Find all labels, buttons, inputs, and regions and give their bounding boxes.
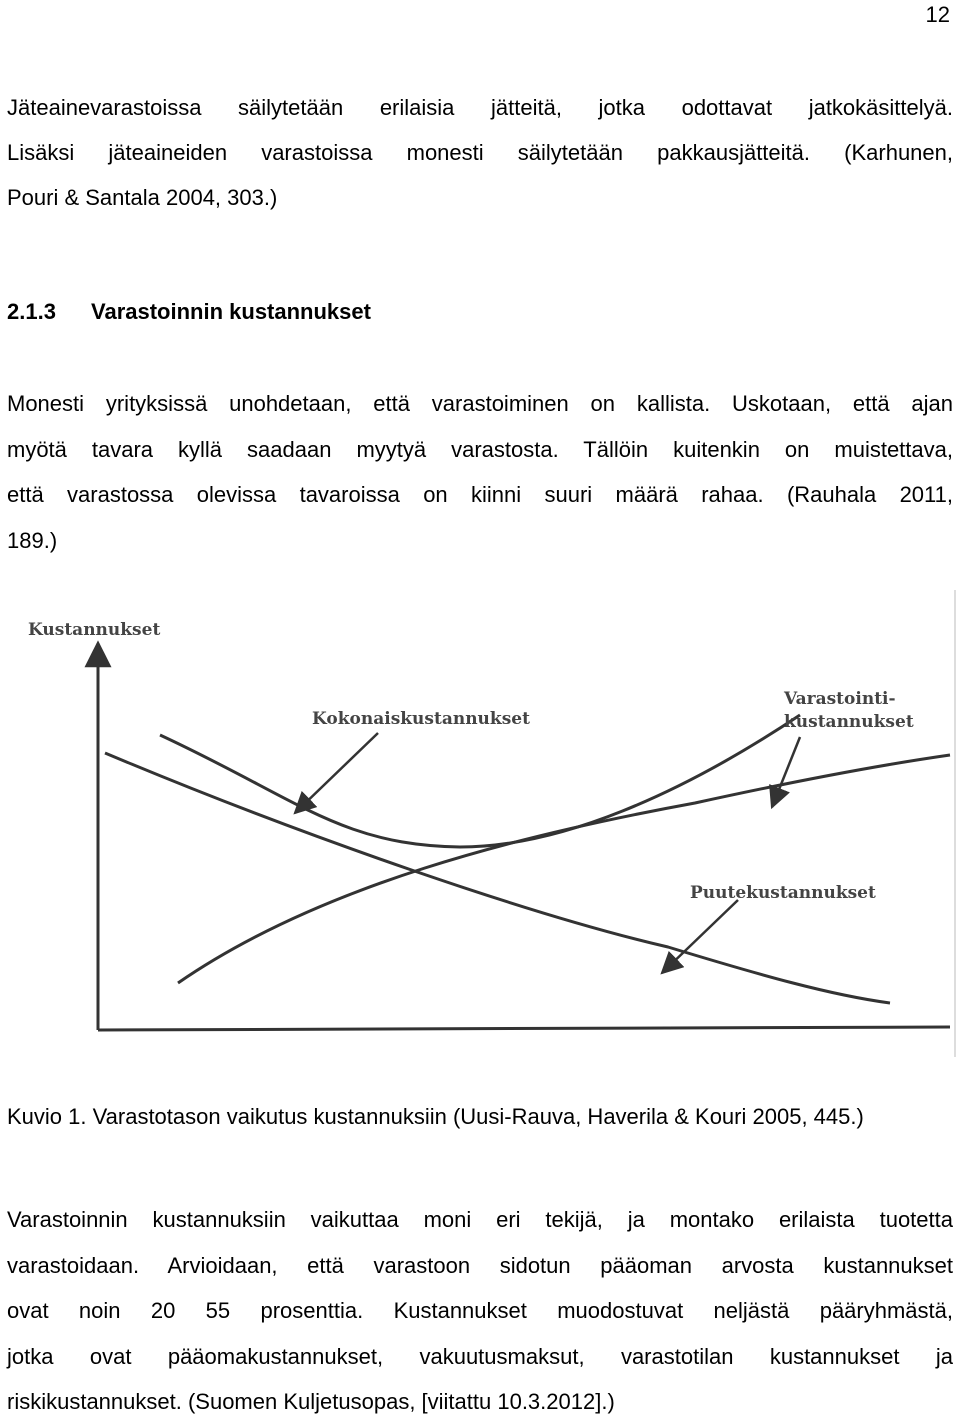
section-number: 2.1.3 [7,299,56,324]
paragraph-line: Monesti yrityksissä unohdetaan, että varastoiminen on kallista. Uskotaan, että ajan [7,391,953,416]
paragraph-storage-costs-intro [7,381,953,563]
section-heading [7,299,371,325]
shortage-cost-arrow [662,900,738,973]
cost-curve-diagram [0,585,960,1065]
cost-curve-figure [0,585,960,1065]
paragraph-line: Jäteainevarastoissa säilytetään erilaisia jätteitä, jotka odottavat jatkokäsittelyä. [7,95,953,120]
total-cost-arrow [295,733,378,813]
storage-cost-arrow [772,737,800,807]
paragraph-line: jotka ovat pääomakustannukset, vakuutusmaksut, varastotilan kustannukset ja [7,1343,953,1369]
paragraph-cost-factors [7,1197,953,1425]
paragraph-line: varastoidaan. Arvioidaan, että varastoon sidotun pääoman arvosta kustannukset [7,1252,953,1278]
paragraph-line: myötä tavara kyllä saadaan myytyä varastosta. Tällöin kuitenkin on muistettava, [7,436,953,462]
shortage-cost-curve [105,753,890,1003]
page-number: 12 [925,2,950,27]
paragraph-line: että varastossa olevissa tavaroissa on kiinni suuri määrä rahaa. (Rauhala 2011, [7,482,953,507]
figure-caption: Kuvio 1. Varastotason vaikutus kustannuksiin (Uusi-Rauva, Haverila & Kouri 2005, 445.) [7,1104,864,1129]
shortage-cost-label: Puutekustannukset [690,883,876,903]
paragraph-waste-storage [7,85,953,220]
storage-cost-curve [178,755,950,983]
total-cost-curve [160,715,800,847]
total-cost-label: Kokonaiskustannukset [312,709,530,729]
paragraph-line: ovat noin 20 55 prosenttia. Kustannukset muodostuvat neljästä pääryhmästä, [7,1298,953,1323]
y-axis-label: Kustannukset [28,620,161,640]
paragraph-line: riskikustannukset. (Suomen Kuljetusopas, [viitattu 10.3.2012].) [7,1389,615,1414]
storage-cost-label-line2: kustannukset [784,712,914,732]
storage-cost-label-line1: Varastointi- [784,689,896,709]
paragraph-line: 189.) [7,527,58,553]
paragraph-line: Lisäksi jäteaineiden varastoissa monesti säilytetään pakkausjätteitä. (Karhunen, [7,140,953,165]
section-title: Varastoinnin kustannukset [91,299,371,324]
paragraph-line: Varastoinnin kustannuksiin vaikuttaa moni eri tekijä, ja montako erilaista tuotetta [7,1207,953,1232]
paragraph-line: Pouri & Santala 2004, 303.) [7,185,278,210]
x-axis [98,1027,950,1030]
